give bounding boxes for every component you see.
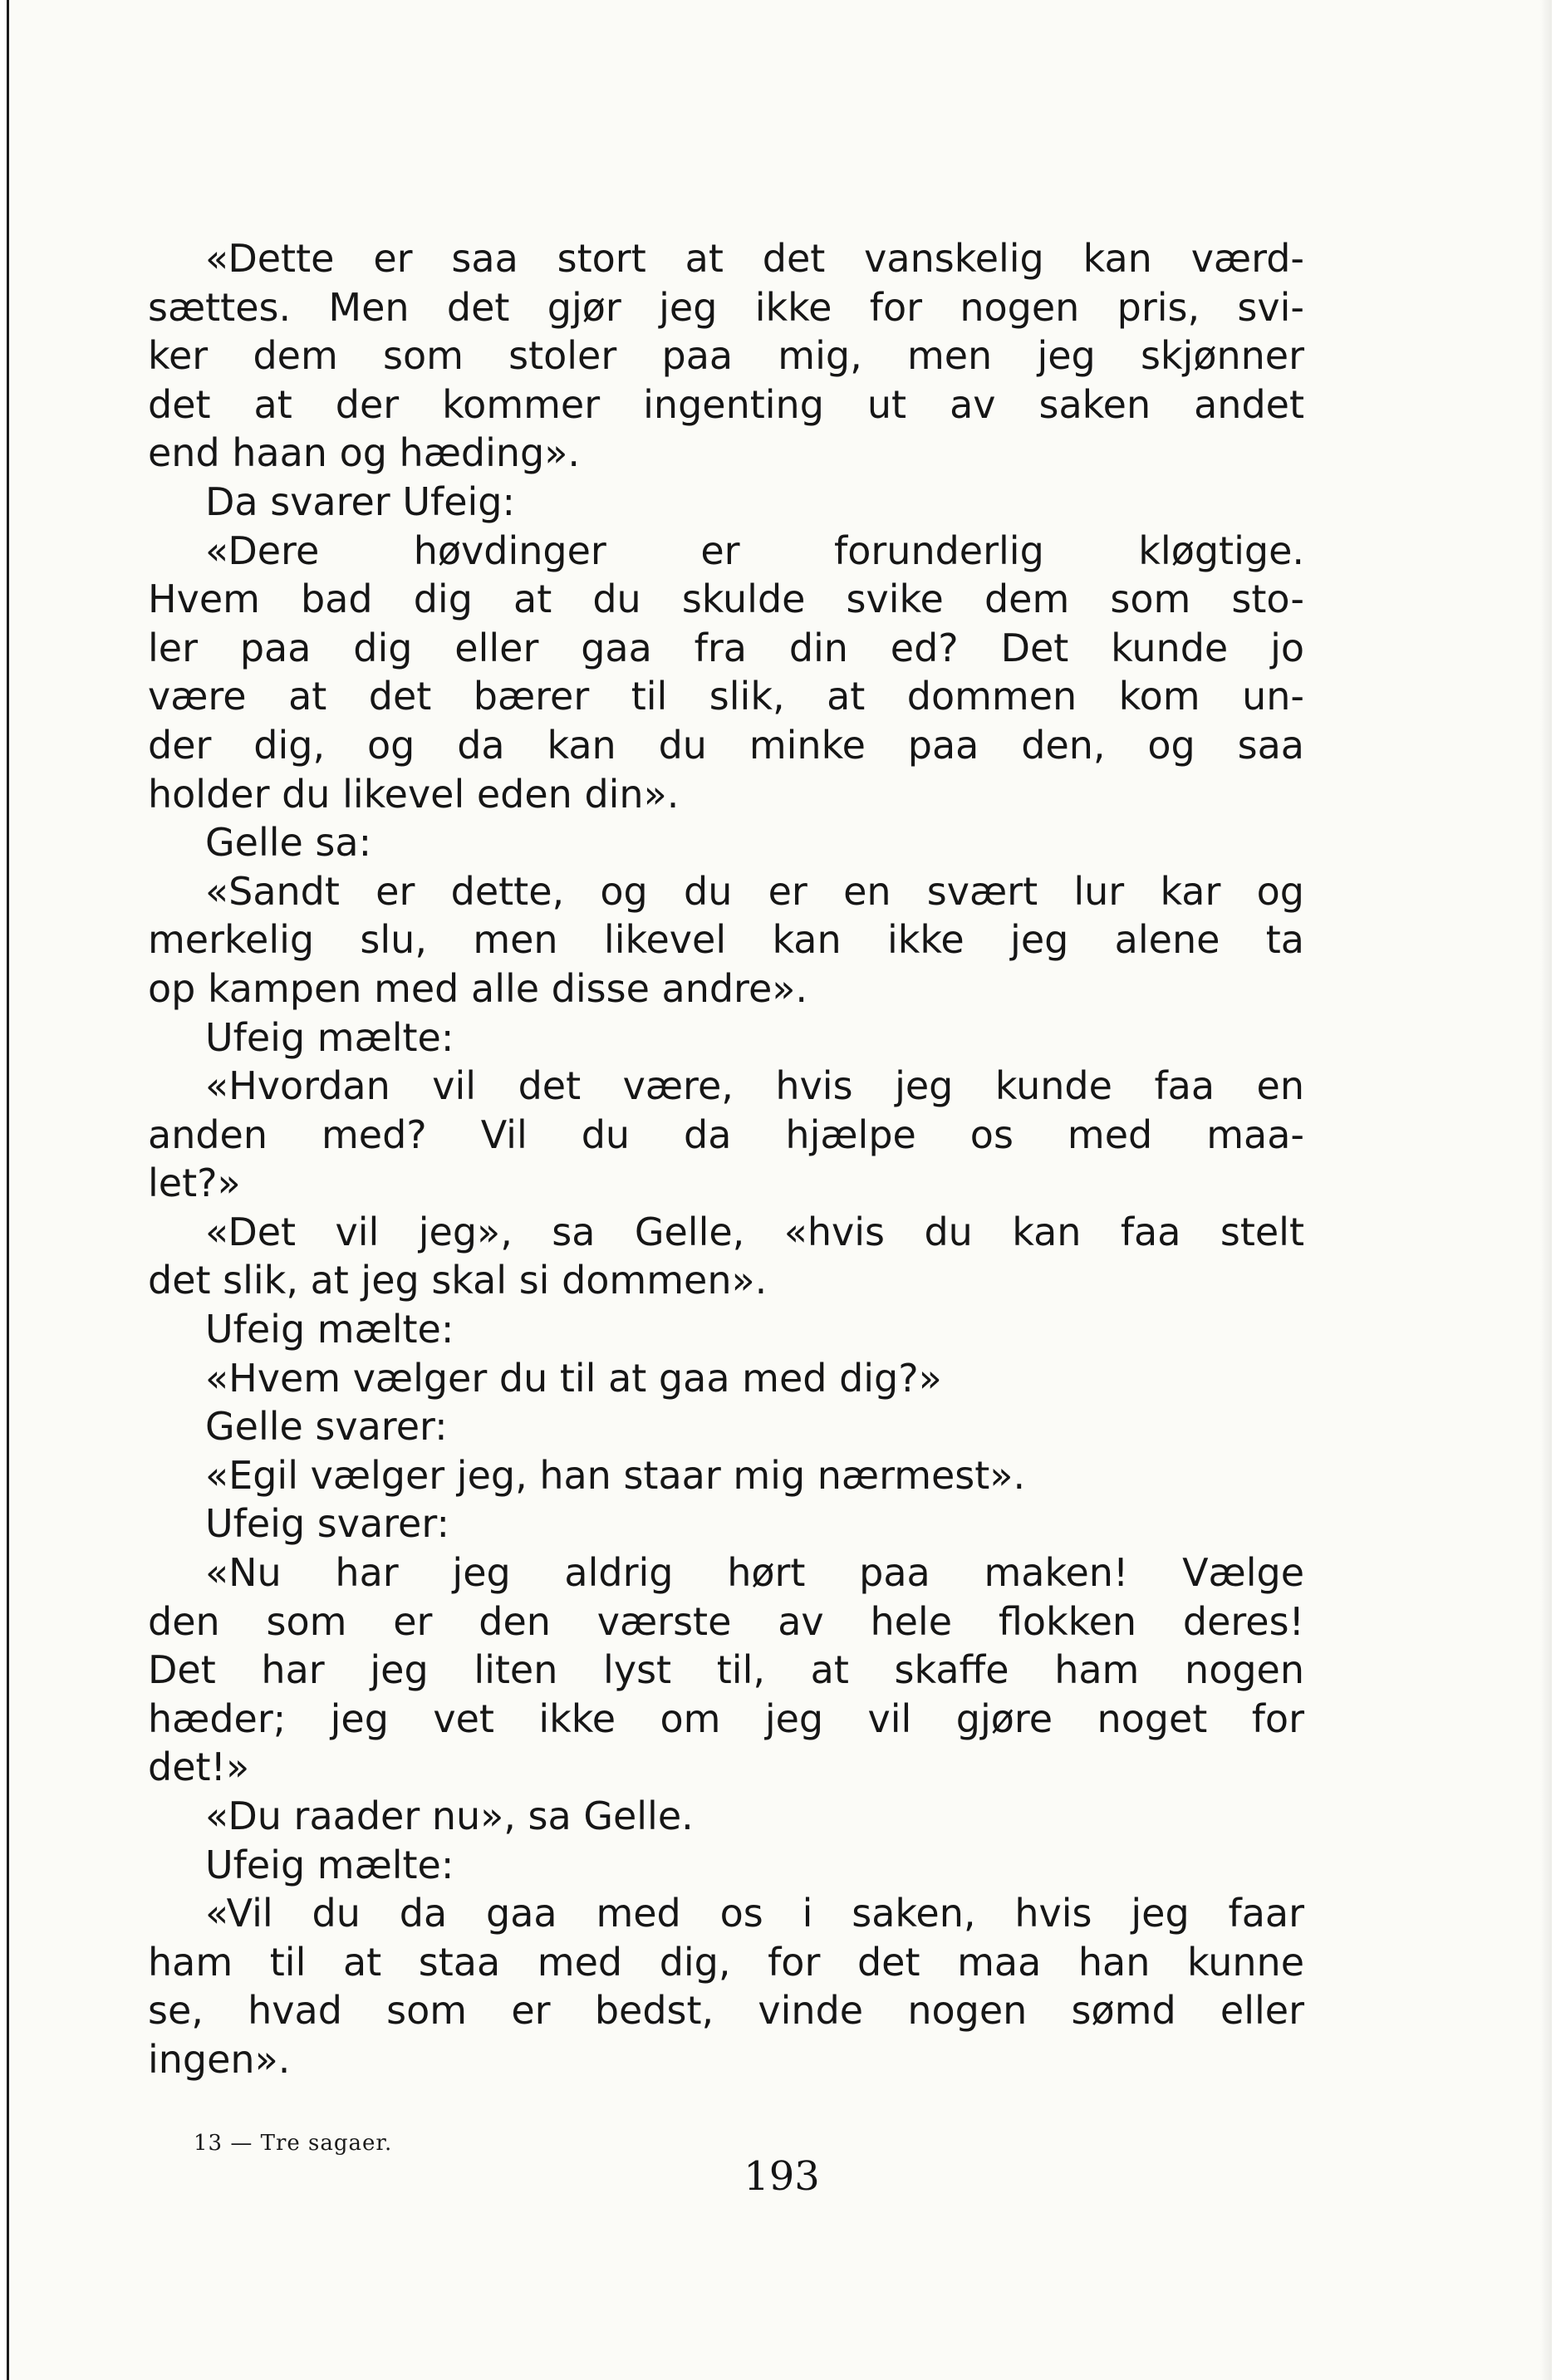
text-line: «Dere høvdinger er forunderlig kløgtige. <box>205 528 1304 573</box>
text-line: ham til at staa med dig, for det maa han kunne <box>148 1939 1304 1985</box>
text-line: «Du raader nu», sa Gelle. <box>205 1794 694 1838</box>
text-line: «Sandt er dette, og du er en svært lur kar og <box>205 868 1304 914</box>
text-line: det slik, at jeg skal si dommen». <box>148 1258 768 1303</box>
text-line: Ufeig svarer: <box>205 1501 449 1547</box>
text-line: der dig, og da kan du minke paa den, og saa <box>148 722 1304 768</box>
text-line: holder du likevel eden din». <box>148 771 680 817</box>
text-line: se, hvad som er bedst, vinde nogen sømd eller <box>148 1988 1304 2034</box>
text-line: «Hvem vælger du til at gaa med dig?» <box>205 1355 942 1401</box>
text-line: det at der kommer ingenting ut av saken andet <box>148 381 1304 427</box>
text-line: Det har jeg liten lyst til, at skaffe ham nogen <box>148 1647 1304 1693</box>
text-line: merkelig slu, men likevel kan ikke jeg alene ta <box>148 917 1304 963</box>
text-line: Ufeig mælte: <box>205 1307 454 1352</box>
text-line: «Nu har jeg aldrig hørt paa maken! Vælge <box>205 1550 1304 1596</box>
text-line: ker dem som stoler paa mig, men jeg skjønner <box>148 333 1304 379</box>
text-line: Da svarer Ufeig: <box>205 478 515 524</box>
text-line: «Egil vælger jeg, han staar mig nærmest». <box>205 1452 1026 1498</box>
text-line: sættes. Men det gjør jeg ikke for nogen pris, svi- <box>148 284 1304 330</box>
text-line: end haan og hæding». <box>148 430 580 476</box>
text-line: op kampen med alle disse andre». <box>148 965 808 1011</box>
text-line: «Vil du da gaa med os i saken, hvis jeg faar <box>205 1891 1304 1936</box>
text-line: Ufeig mælte: <box>205 1014 454 1060</box>
text-line: «Dette er saa stort at det vanskelig kan værd- <box>205 236 1304 281</box>
text-line: den som er den værste av hele flokken deres! <box>148 1598 1304 1644</box>
text-line: «Det vil jeg», sa Gelle, «hvis du kan faa stelt <box>205 1209 1304 1254</box>
body-text <box>148 234 1304 2084</box>
text-line: være at det bærer til slik, at dommen kom un- <box>148 674 1304 719</box>
text-line: let?» <box>148 1161 241 1206</box>
text-line: hæder; jeg vet ikke om jeg vil gjøre noget for <box>148 1695 1304 1741</box>
text-line: det!» <box>148 1745 250 1790</box>
text-line: Ufeig mælte: <box>205 1842 454 1887</box>
text-line: Hvem bad dig at du skulde svike dem som sto- <box>148 577 1304 622</box>
signature-mark: 13 — Tre sagaer. <box>194 2131 393 2156</box>
text-line: Gelle sa: <box>205 820 372 866</box>
text-line: anden med? Vil du da hjælpe os med maa- <box>148 1111 1304 1157</box>
text-line: «Hvordan vil det være, hvis jeg kunde faa en <box>205 1063 1304 1109</box>
text-line: Gelle svarer: <box>205 1404 448 1450</box>
book-page <box>7 0 1552 2380</box>
text-line: ingen». <box>148 2036 291 2082</box>
text-line: ler paa dig eller gaa fra din ed? Det kunde jo <box>148 625 1304 670</box>
page-number: 193 <box>744 2153 820 2200</box>
